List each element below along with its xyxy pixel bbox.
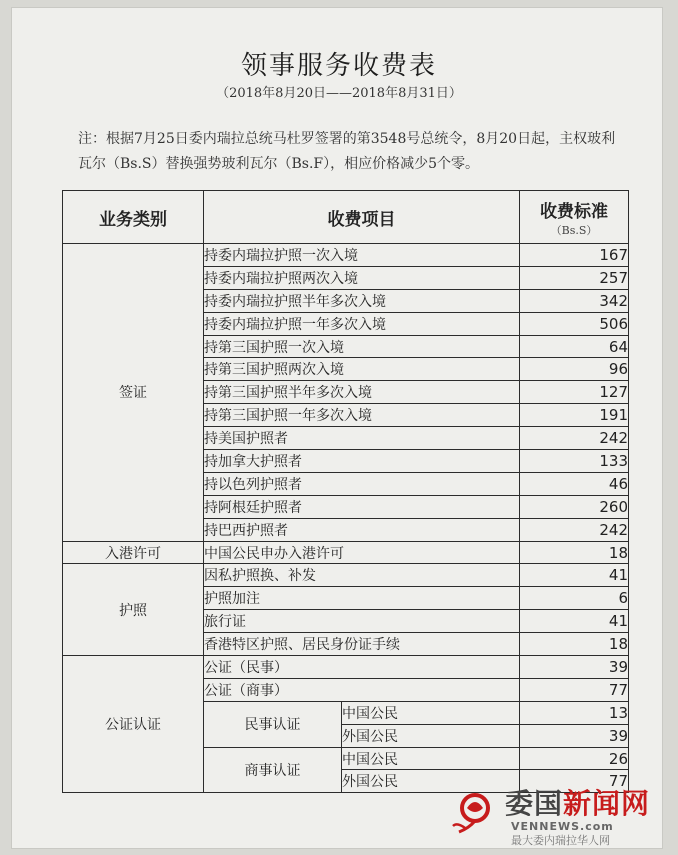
fee-cell: 242: [520, 518, 629, 541]
watermark-title: [505, 782, 650, 822]
date-range: （2018年8月20日——2018年8月31日）: [216, 86, 462, 101]
header-fee: [520, 191, 629, 244]
fee-cell: 39: [520, 656, 629, 679]
subcategory-commercial-auth: 商事认证: [204, 747, 342, 793]
category-hk-permit: 入港许可: [63, 541, 204, 564]
item-cell: 中国公民申办入港许可: [204, 541, 520, 564]
rose-logo-icon: [445, 786, 505, 836]
document-title: 领事服务收费表: [240, 51, 437, 81]
item-cell: 持美国护照者: [204, 427, 520, 450]
header-item: 收费项目: [204, 191, 520, 244]
fee-cell: 257: [520, 266, 629, 289]
item-cell: 护照加注: [204, 587, 520, 610]
subcategory-civil-auth: 民事认证: [204, 701, 342, 747]
fee-cell: 191: [520, 404, 629, 427]
item-cell: 公证（商事）: [204, 678, 520, 701]
item-cell: 外国公民: [342, 770, 520, 793]
document-note: 注：根据7月25日委内瑞拉总统马杜罗签署的第3548号总统令，8月20日起，主权玻利瓦尔（Bs.S）替换强势玻利瓦尔（Bs.F），相应价格减少5个零。: [78, 131, 616, 172]
item-cell: 中国公民: [342, 701, 520, 724]
item-cell: 外国公民: [342, 724, 520, 747]
watermark-title-prefix: 委国: [505, 787, 564, 820]
fee-table: [62, 190, 629, 793]
item-cell: 持委内瑞拉护照一次入境: [204, 244, 520, 267]
category-notary: 公证认证: [63, 656, 204, 793]
fee-cell: 13: [520, 701, 629, 724]
fee-cell: 6: [520, 587, 629, 610]
item-cell: 旅行证: [204, 610, 520, 633]
item-cell: 持委内瑞拉护照两次入境: [204, 266, 520, 289]
item-cell: 公证（民事）: [204, 656, 520, 679]
table-row: [63, 244, 629, 267]
item-cell: 持加拿大护照者: [204, 450, 520, 473]
item-cell: 持以色列护照者: [204, 472, 520, 495]
fee-cell: 18: [520, 541, 629, 564]
item-cell: 因私护照换、补发: [204, 564, 520, 587]
fee-cell: 96: [520, 358, 629, 381]
watermark-title-news: 新闻网: [563, 787, 651, 820]
header-fee-unit: （Bs.S）: [550, 223, 598, 237]
fee-cell: 133: [520, 450, 629, 473]
category-passport: 护照: [63, 564, 204, 656]
item-cell: 中国公民: [342, 747, 520, 770]
fee-cell: 64: [520, 335, 629, 358]
item-cell: 持第三国护照一次入境: [204, 335, 520, 358]
fee-cell: 167: [520, 244, 629, 267]
table-row: [63, 541, 629, 564]
fee-cell: 506: [520, 312, 629, 335]
fee-cell: 260: [520, 495, 629, 518]
table-row: [63, 564, 629, 587]
fee-cell: 342: [520, 289, 629, 312]
item-cell: 持第三国护照两次入境: [204, 358, 520, 381]
fee-cell: 77: [520, 770, 629, 793]
fee-cell: 41: [520, 564, 629, 587]
header-category: 业务类别: [63, 191, 204, 244]
fee-cell: 77: [520, 678, 629, 701]
fee-cell: 242: [520, 427, 629, 450]
fee-cell: 39: [520, 724, 629, 747]
fee-cell: 41: [520, 610, 629, 633]
site-watermark: [445, 778, 675, 848]
table-header-row: [63, 191, 629, 244]
item-cell: 持委内瑞拉护照半年多次入境: [204, 289, 520, 312]
item-cell: 香港特区护照、居民身份证手续: [204, 633, 520, 656]
watermark-url: VENNEWS.com: [511, 820, 614, 833]
fee-cell: 46: [520, 472, 629, 495]
fee-cell: 127: [520, 381, 629, 404]
item-cell: 持巴西护照者: [204, 518, 520, 541]
fee-cell: 26: [520, 747, 629, 770]
item-cell: 持第三国护照一年多次入境: [204, 404, 520, 427]
table-row: [63, 656, 629, 679]
watermark-slogan: 最大委内瑞拉华人网: [511, 834, 610, 847]
fee-cell: 18: [520, 633, 629, 656]
item-cell: 持委内瑞拉护照一年多次入境: [204, 312, 520, 335]
item-cell: 持第三国护照半年多次入境: [204, 381, 520, 404]
header-fee-label: 收费标准: [540, 201, 608, 222]
category-visa: 签证: [63, 244, 204, 542]
item-cell: 持阿根廷护照者: [204, 495, 520, 518]
